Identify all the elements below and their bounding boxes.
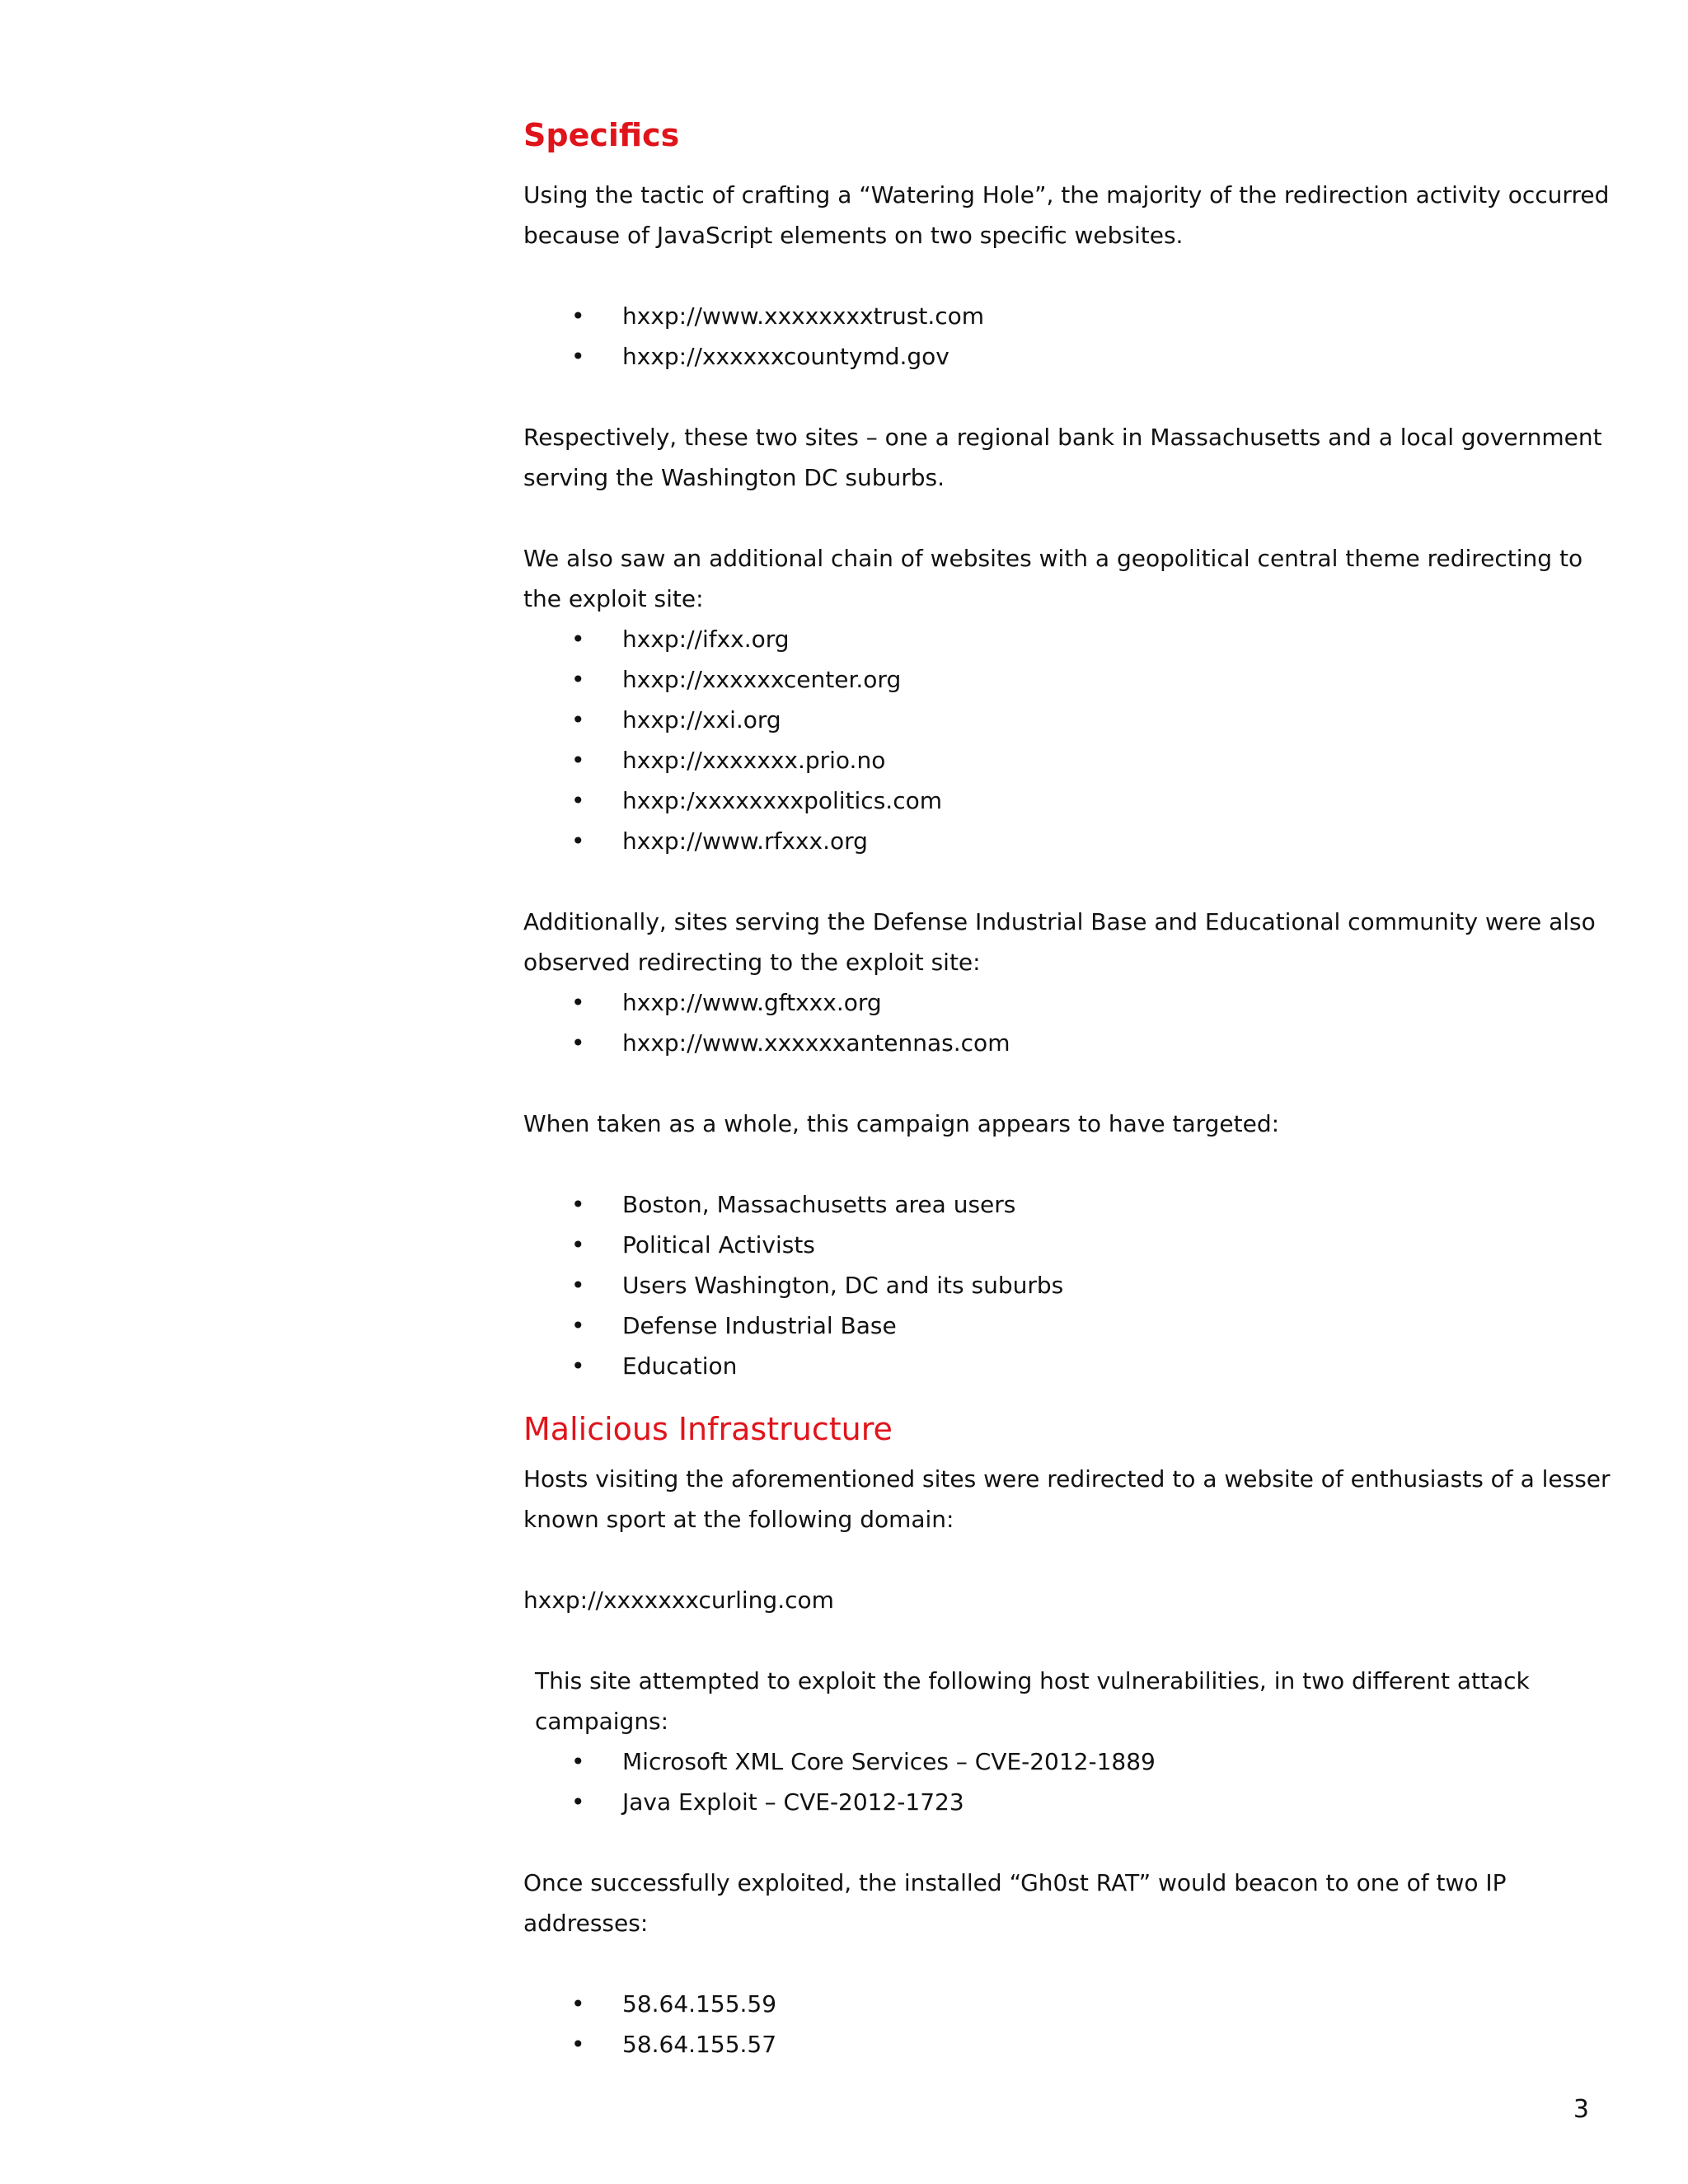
ip-address-list <box>523 1984 1620 2064</box>
bullet-icon: • <box>571 747 585 774</box>
list-item: • hxxp://www.rfxxx.org <box>523 821 1620 861</box>
list-item: • hxxp://www.gftxxx.org <box>523 982 1620 1023</box>
chain-intro-paragraph: We also saw an additional chain of websites with a geopolitical central theme redirecting to the exploit site: <box>523 545 1583 612</box>
list-item: • hxxp://xxxxxxcountymd.gov <box>523 336 1620 377</box>
list-item: • Boston, Massachusetts area users <box>523 1184 1620 1225</box>
bullet-icon: • <box>571 1788 585 1816</box>
list-item: • Defense Industrial Base <box>523 1305 1620 1346</box>
list-item: • hxxp://xxxxxxcenter.org <box>523 659 1620 700</box>
bullet-icon: • <box>571 1029 585 1057</box>
bullet-icon: • <box>571 2031 585 2058</box>
watering-hole-site-list <box>523 296 1620 377</box>
bullet-icon: • <box>571 706 585 733</box>
vulnerability-list <box>523 1741 1620 1822</box>
defense-site-list <box>523 982 1620 1063</box>
bullet-icon: • <box>571 666 585 693</box>
bullet-icon: • <box>571 1231 585 1258</box>
list-item: • hxxp://www.xxxxxxxxtrust.com <box>523 296 1620 336</box>
bullet-icon: • <box>571 1272 585 1299</box>
bullet-icon: • <box>571 626 585 653</box>
list-item: • Java Exploit – CVE-2012-1723 <box>523 1782 1620 1822</box>
specifics-heading: Specifics <box>523 117 680 153</box>
list-item: • 58.64.155.59 <box>523 1984 1620 2024</box>
bullet-icon: • <box>571 787 585 814</box>
bullet-icon: • <box>571 827 585 855</box>
list-item: • hxxp://ifxx.org <box>523 619 1620 659</box>
page-number: 3 <box>1573 2095 1589 2124</box>
targets-intro-paragraph: When taken as a whole, this campaign appears to have targeted: <box>523 1110 1280 1137</box>
curling-domain: hxxp://xxxxxxxcurling.com <box>523 1586 834 1614</box>
respectively-paragraph: Respectively, these two sites – one a regional bank in Massachusetts and a local government serving the Washington DC suburbs. <box>523 424 1602 491</box>
list-item: • Users Washington, DC and its suburbs <box>523 1265 1620 1305</box>
bullet-icon: • <box>571 302 585 330</box>
targets-list <box>523 1184 1620 1386</box>
bullet-icon: • <box>571 1191 585 1218</box>
document-body <box>523 115 1620 2064</box>
list-item: • Political Activists <box>523 1225 1620 1265</box>
bullet-icon: • <box>571 343 585 370</box>
malicious-infrastructure-heading: Malicious Infrastructure <box>523 1411 893 1447</box>
bullet-icon: • <box>571 1312 585 1339</box>
list-item: • Education <box>523 1346 1620 1386</box>
bullet-icon: • <box>571 1748 585 1775</box>
bullet-icon: • <box>571 1990 585 2018</box>
list-item: • hxxp://xxi.org <box>523 700 1620 740</box>
list-item: • Microsoft XML Core Services – CVE-2012-1889 <box>523 1741 1620 1782</box>
bullet-icon: • <box>571 1352 585 1380</box>
malicious-intro-paragraph: Hosts visiting the aforementioned sites were redirected to a website of enthusiasts of a lesser known sport at the following domain: <box>523 1465 1611 1533</box>
list-item: • hxxp://www.xxxxxxantennas.com <box>523 1023 1620 1063</box>
list-item: • hxxp://xxxxxxx.prio.no <box>523 740 1620 780</box>
geopolitical-site-list <box>523 619 1620 861</box>
specifics-intro: Using the tactic of crafting a “Watering Hole”, the majority of the redirection activity occurred because of JavaScript elements on two specific websites. <box>523 181 1610 249</box>
beacon-intro-paragraph: Once successfully exploited, the installed “Gh0st RAT” would beacon to one of two IP addresses: <box>523 1869 1507 1937</box>
list-item: • 58.64.155.57 <box>523 2024 1620 2064</box>
list-item: • hxxp:/xxxxxxxxpolitics.com <box>523 780 1620 821</box>
bullet-icon: • <box>571 989 585 1016</box>
defense-intro-paragraph: Additionally, sites serving the Defense Industrial Base and Educational community were also observed redirecting to the exploit site: <box>523 908 1596 976</box>
vulnerability-intro-paragraph: This site attempted to exploit the following host vulnerabilities, in two different attack campaigns: <box>535 1667 1530 1735</box>
